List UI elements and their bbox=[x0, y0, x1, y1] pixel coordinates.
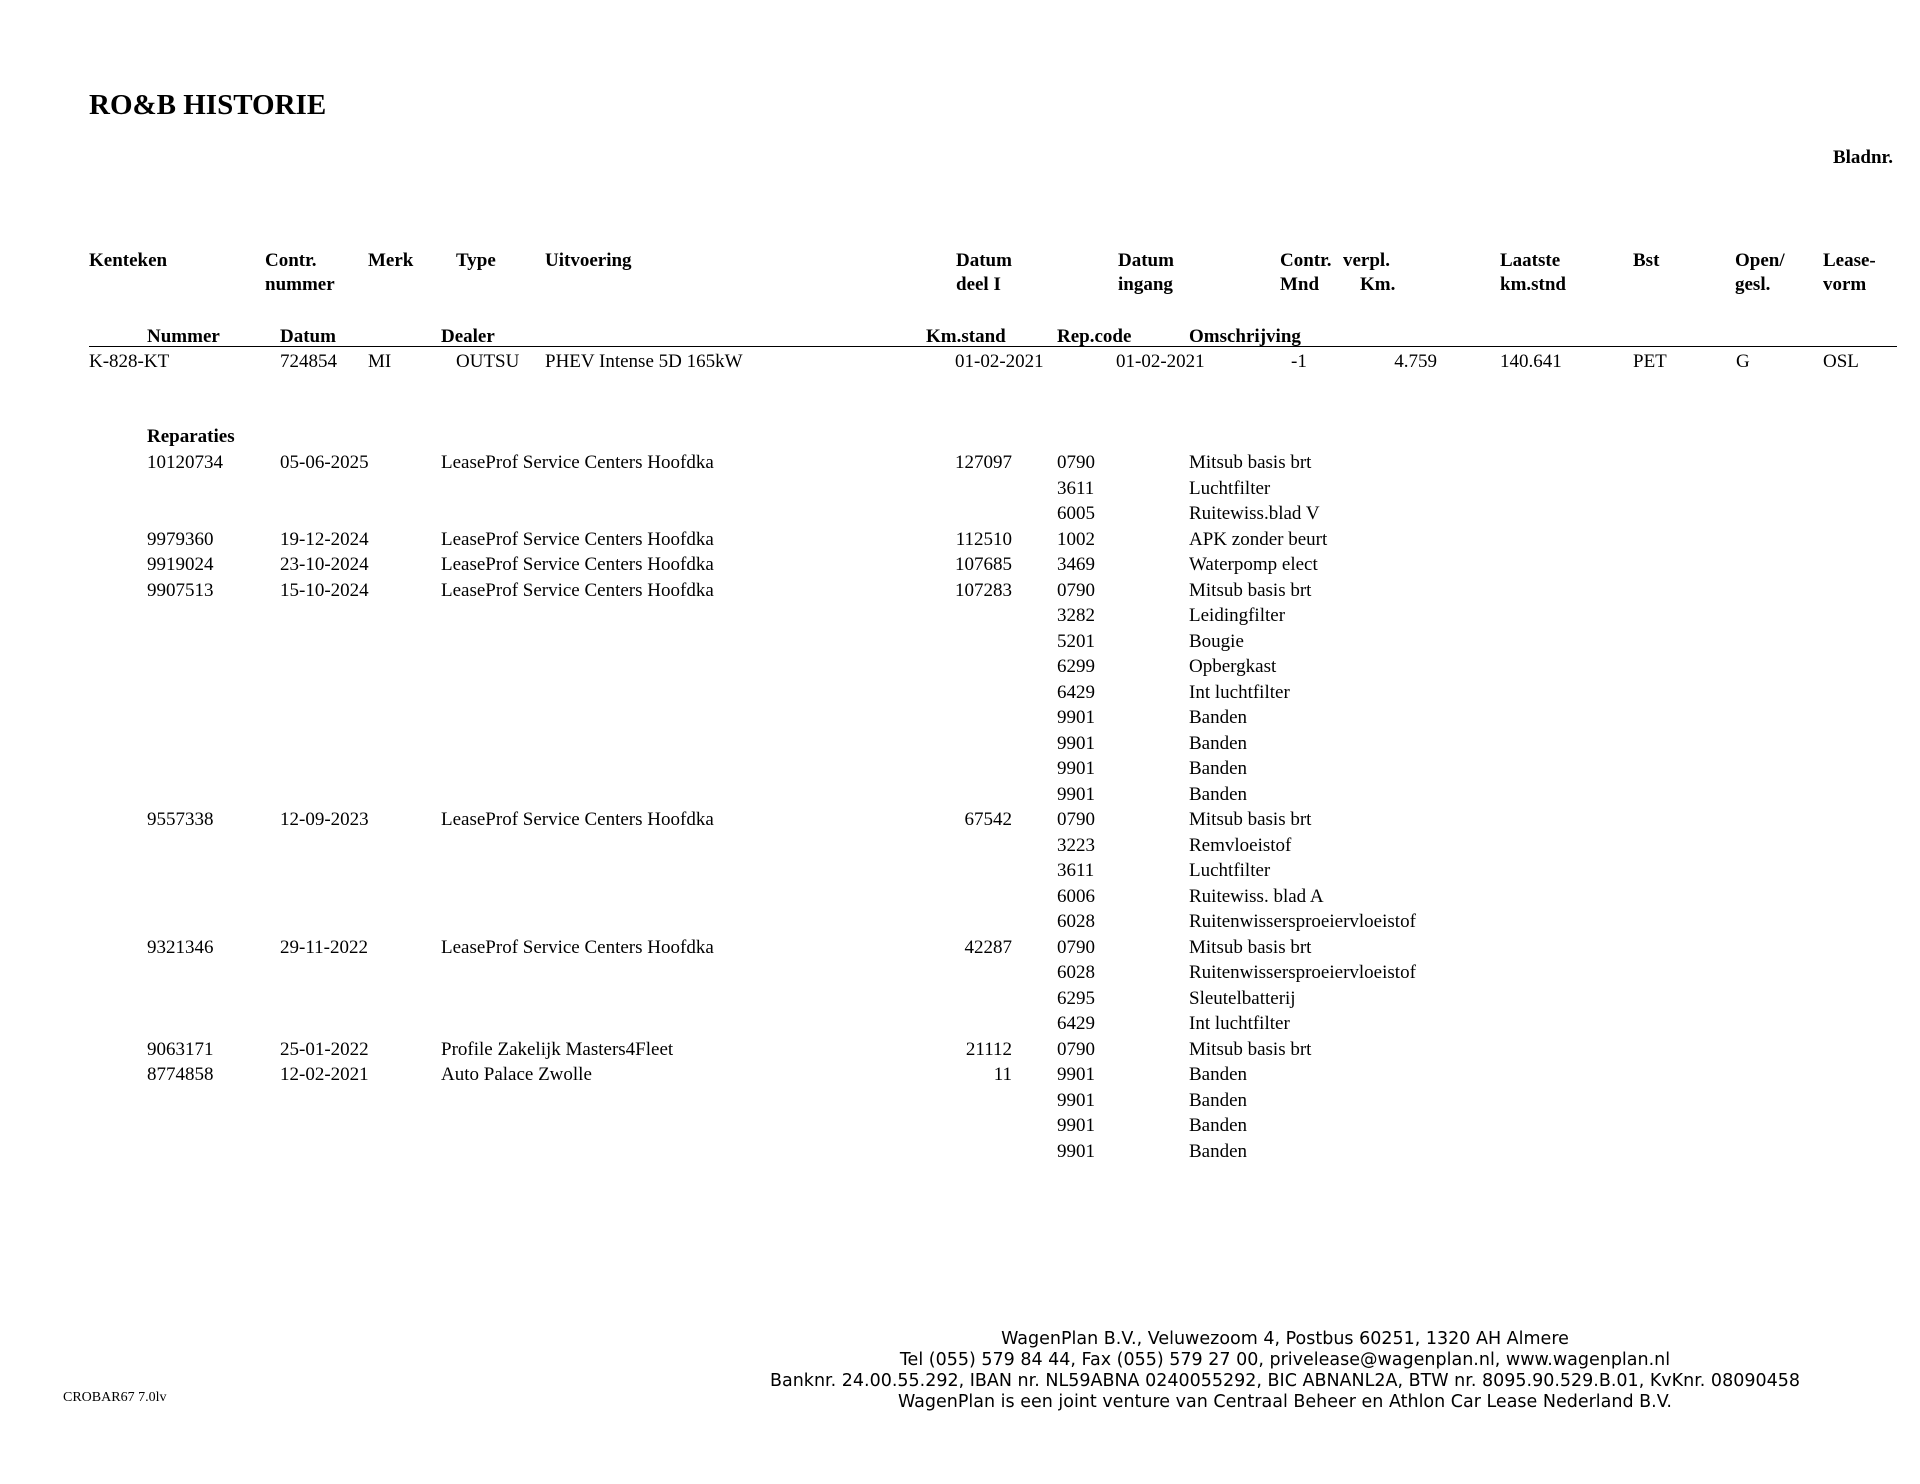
report-version: CROBAR67 7.0lv bbox=[63, 1390, 167, 1405]
row-rep-code: 9901 bbox=[1057, 783, 1095, 805]
header-datum: Datum bbox=[280, 326, 336, 347]
row-km-stand: 42287 bbox=[964, 936, 1012, 958]
row-omschrijving: Luchtfilter bbox=[1189, 477, 1271, 499]
vehicle-laatste-km: 140.641 bbox=[1500, 351, 1562, 372]
header-contr-mnd-1: Contr. bbox=[1280, 250, 1332, 271]
row-rep-code: 6028 bbox=[1057, 911, 1095, 932]
row-omschrijving: Banden bbox=[1189, 1089, 1248, 1111]
row-dealer: Profile Zakelijk Masters4Fleet bbox=[441, 1038, 674, 1060]
row-dealer: LeaseProf Service Centers Hoofdka bbox=[441, 936, 714, 958]
row-omschrijving: Mitsub basis brt bbox=[1189, 936, 1312, 958]
header-bst: Bst bbox=[1633, 250, 1660, 271]
row-rep-code: 9901 bbox=[1057, 1089, 1095, 1111]
row-km-stand: 67542 bbox=[964, 809, 1012, 830]
row-rep-code: 9901 bbox=[1057, 1115, 1095, 1136]
row-omschrijving: Sleutelbatterij bbox=[1189, 987, 1296, 1009]
row-rep-code: 3611 bbox=[1057, 860, 1095, 881]
header-divider bbox=[89, 346, 1897, 347]
row-rep-code: 9901 bbox=[1057, 707, 1095, 728]
vehicle-bst: PET bbox=[1633, 351, 1667, 372]
row-km-stand: 107283 bbox=[955, 579, 1012, 601]
header-lease-vorm-1: Lease- bbox=[1823, 250, 1876, 271]
row-datum: 15-10-2024 bbox=[280, 579, 369, 601]
row-rep-code: 0790 bbox=[1057, 936, 1095, 958]
header-kenteken: Kenteken bbox=[89, 250, 168, 271]
row-omschrijving: Ruitewiss.blad V bbox=[1189, 503, 1320, 524]
row-omschrijving: Banden bbox=[1189, 1140, 1248, 1162]
row-dealer: Auto Palace Zwolle bbox=[441, 1064, 592, 1085]
header-laatste-km-2: km.stnd bbox=[1500, 274, 1566, 295]
row-omschrijving: Bougie bbox=[1189, 630, 1244, 652]
row-omschrijving: Int luchtfilter bbox=[1189, 1013, 1290, 1034]
vehicle-merk: MI bbox=[368, 351, 392, 372]
header-datum-deel-i-2: deel I bbox=[956, 274, 1001, 295]
row-omschrijving: Ruitenwissersproeiervloeistof bbox=[1189, 962, 1416, 983]
row-rep-code: 5201 bbox=[1057, 630, 1095, 652]
header-rep-code: Rep.code bbox=[1057, 326, 1132, 347]
row-datum: 12-09-2023 bbox=[280, 809, 369, 830]
row-omschrijving: Ruitenwissersproeiervloeistof bbox=[1189, 911, 1416, 932]
row-nummer: 9907513 bbox=[147, 579, 214, 601]
page-title: RO&B HISTORIE bbox=[89, 89, 327, 121]
vehicle-kenteken: K-828-KT bbox=[89, 351, 170, 372]
row-datum: 29-11-2022 bbox=[280, 936, 368, 958]
row-rep-code: 3282 bbox=[1057, 605, 1095, 626]
vehicle-type: OUTSU bbox=[456, 351, 520, 372]
vehicle-datum-ingang: 01-02-2021 bbox=[1116, 351, 1205, 372]
header-lease-vorm-2: vorm bbox=[1823, 274, 1867, 295]
row-dealer: LeaseProf Service Centers Hoofdka bbox=[441, 809, 714, 830]
vehicle-open-gesl: G bbox=[1736, 351, 1750, 372]
row-omschrijving: Opbergkast bbox=[1189, 656, 1277, 677]
vehicle-contr-nummer: 724854 bbox=[280, 351, 337, 372]
row-datum: 05-06-2025 bbox=[280, 452, 369, 473]
row-rep-code: 0790 bbox=[1057, 809, 1095, 830]
page-number-label: Bladnr. bbox=[1832, 147, 1893, 168]
row-datum: 12-02-2021 bbox=[280, 1064, 369, 1085]
row-rep-code: 6299 bbox=[1057, 656, 1095, 677]
header-km-stand: Km.stand bbox=[926, 326, 1006, 347]
row-rep-code: 6295 bbox=[1057, 987, 1095, 1009]
row-omschrijving: Banden bbox=[1189, 758, 1248, 779]
row-rep-code: 3469 bbox=[1057, 554, 1095, 575]
row-rep-code: 0790 bbox=[1057, 1038, 1095, 1060]
header-laatste-km-1: Laatste bbox=[1500, 250, 1561, 271]
row-nummer: 9919024 bbox=[147, 554, 214, 575]
footer-line-contact: Tel (055) 579 84 44, Fax (055) 579 27 00, privelease@wagenplan.nl, www.wagenplan.nl bbox=[899, 1350, 1671, 1370]
row-datum: 19-12-2024 bbox=[280, 528, 369, 550]
vehicle-contr-mnd: -1 bbox=[1291, 351, 1307, 372]
row-omschrijving: Luchtfilter bbox=[1189, 860, 1271, 881]
company-footer bbox=[760, 1329, 1810, 1413]
header-dealer: Dealer bbox=[441, 326, 495, 347]
row-rep-code: 6006 bbox=[1057, 885, 1095, 907]
repairs-section-label: Reparaties bbox=[147, 426, 235, 447]
header-contr-nummer-2: nummer bbox=[265, 274, 335, 295]
row-dealer: LeaseProf Service Centers Hoofdka bbox=[441, 579, 714, 601]
header-contr-nummer-1: Contr. bbox=[265, 250, 317, 271]
row-omschrijving: Banden bbox=[1189, 732, 1248, 754]
header-type: Type bbox=[456, 250, 496, 271]
row-datum: 23-10-2024 bbox=[280, 554, 369, 575]
row-omschrijving: Banden bbox=[1189, 1064, 1248, 1085]
row-rep-code: 6429 bbox=[1057, 1013, 1095, 1034]
header-nummer: Nummer bbox=[147, 326, 220, 347]
vehicle-lease-vorm: OSL bbox=[1823, 351, 1859, 372]
row-km-stand: 11 bbox=[993, 1064, 1012, 1085]
row-dealer: LeaseProf Service Centers Hoofdka bbox=[441, 554, 714, 575]
header-omschrijving: Omschrijving bbox=[1189, 326, 1301, 347]
row-nummer: 9321346 bbox=[147, 936, 214, 958]
row-km-stand: 107685 bbox=[955, 554, 1012, 575]
row-omschrijving: Banden bbox=[1189, 1115, 1248, 1136]
row-omschrijving: Mitsub basis brt bbox=[1189, 1038, 1312, 1060]
row-rep-code: 9901 bbox=[1057, 1064, 1095, 1085]
row-dealer: LeaseProf Service Centers Hoofdka bbox=[441, 452, 714, 473]
header-open-gesl-2: gesl. bbox=[1735, 274, 1771, 295]
row-omschrijving: Banden bbox=[1189, 783, 1248, 805]
row-rep-code: 6005 bbox=[1057, 503, 1095, 524]
row-omschrijving: Mitsub basis brt bbox=[1189, 452, 1312, 473]
footer-line-address: WagenPlan B.V., Veluwezoom 4, Postbus 60251, 1320 AH Almere bbox=[1001, 1329, 1569, 1349]
header-verpl-km-2: Km. bbox=[1360, 274, 1396, 295]
vehicle-verpl-km: 4.759 bbox=[1394, 351, 1437, 372]
header-uitvoering: Uitvoering bbox=[545, 250, 632, 271]
row-rep-code: 9901 bbox=[1057, 758, 1095, 779]
row-omschrijving: Waterpomp elect bbox=[1189, 554, 1318, 575]
row-rep-code: 1002 bbox=[1057, 528, 1095, 550]
row-nummer: 8774858 bbox=[147, 1064, 214, 1085]
row-km-stand: 112510 bbox=[955, 528, 1012, 550]
header-merk: Merk bbox=[368, 250, 414, 271]
header-datum-ingang-2: ingang bbox=[1118, 274, 1173, 295]
row-omschrijving: Leidingfilter bbox=[1189, 605, 1286, 626]
header-datum-deel-i-1: Datum bbox=[956, 250, 1012, 271]
row-rep-code: 9901 bbox=[1057, 1140, 1095, 1162]
row-nummer: 9979360 bbox=[147, 528, 214, 550]
row-omschrijving: Mitsub basis brt bbox=[1189, 579, 1312, 601]
row-rep-code: 6429 bbox=[1057, 681, 1095, 703]
row-omschrijving: Int luchtfilter bbox=[1189, 681, 1290, 703]
row-omschrijving: Remvloeistof bbox=[1189, 834, 1292, 856]
vehicle-datum-deel-i: 01-02-2021 bbox=[955, 351, 1044, 372]
row-nummer: 9063171 bbox=[147, 1038, 214, 1060]
header-contr-mnd-2: Mnd bbox=[1280, 274, 1320, 295]
row-dealer: LeaseProf Service Centers Hoofdka bbox=[441, 528, 714, 550]
row-nummer: 10120734 bbox=[147, 452, 223, 473]
row-rep-code: 3611 bbox=[1057, 477, 1095, 499]
row-omschrijving: Ruitewiss. blad A bbox=[1189, 885, 1324, 907]
row-datum: 25-01-2022 bbox=[280, 1038, 369, 1060]
row-rep-code: 9901 bbox=[1057, 732, 1095, 754]
footer-line-bank: Banknr. 24.00.55.292, IBAN nr. NL59ABNA 0240055292, BIC ABNANL2A, BTW nr. 8095.90.529.B.01, KvKnr. 08090458 bbox=[769, 1371, 1801, 1391]
row-omschrijving: APK zonder beurt bbox=[1189, 528, 1328, 550]
row-rep-code: 0790 bbox=[1057, 452, 1095, 473]
row-omschrijving: Mitsub basis brt bbox=[1189, 809, 1312, 830]
row-rep-code: 3223 bbox=[1057, 834, 1095, 856]
row-rep-code: 6028 bbox=[1057, 962, 1095, 983]
vehicle-uitvoering: PHEV Intense 5D 165kW bbox=[545, 351, 743, 372]
header-datum-ingang-1: Datum bbox=[1118, 250, 1174, 271]
row-km-stand: 21112 bbox=[965, 1038, 1012, 1060]
row-nummer: 9557338 bbox=[147, 809, 214, 830]
header-open-gesl-1: Open/ bbox=[1735, 250, 1785, 271]
row-omschrijving: Banden bbox=[1189, 707, 1248, 728]
row-rep-code: 0790 bbox=[1057, 579, 1095, 601]
footer-line-venture: WagenPlan is een joint venture van Centraal Beheer en Athlon Car Lease Nederland B.V. bbox=[897, 1392, 1672, 1412]
row-km-stand: 127097 bbox=[955, 452, 1012, 473]
header-verpl-km-1: verpl. bbox=[1343, 250, 1390, 271]
